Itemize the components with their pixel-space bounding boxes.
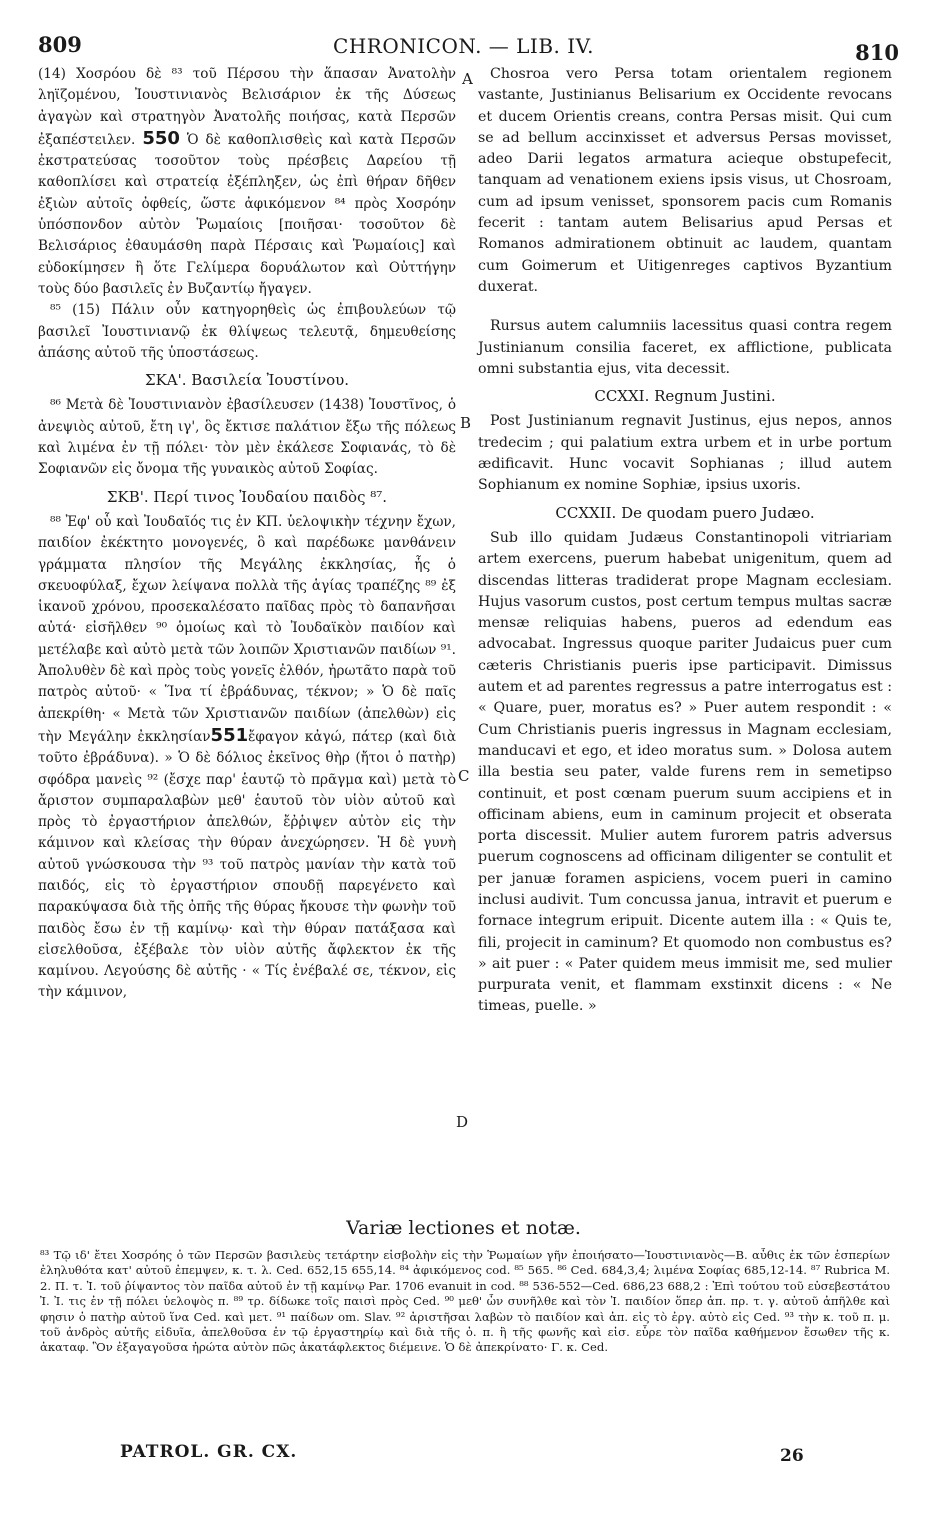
notes-block [40,1248,890,1356]
latin-section-heading: CCXXI. Regnum Justini. [594,387,776,406]
greek-text: (14) Χοσρόου δὲ ⁸³ τοῦ Πέρσου τὴν ἅπασαν Ἀνατολὴν ληϊζομένου, Ἰουστινιανὸς Βελισάριον ἐκ τῆς Δύσεως ἀγαγὼν καὶ στρατηγὸν Ἀνατολῆς ποιήσας, κατὰ Περσῶν ἐξαπέστειλεν. [38,66,456,148]
page-footer [0,1442,927,1472]
page-number-right: 810 [855,40,899,65]
greek-text: Ὁ δὲ καθοπλισθεὶς καὶ κατὰ Περσῶν ἐκστρατεύσας τοσοῦτον τοὺς πρέσβεις Δαρείου τῇ καθοπλίσει καὶ στρατείᾳ ἐξέπληξεν, ὡς ἐπὶ θήραν δῆθεν ἐξιὼν αὐτοῖς ὀφθείς, ὥστε ἀφικόμενον ⁸⁴ πρὸς Χοσρόην ὑπόσπονδον αὐτὸν Ῥωμαίοις [ποιῆσαι· τοσοῦτον δὲ Βελισάριος ἐθαυμάσθη παρὰ Πέρσαις καὶ Ῥωμαίοις] καὶ εὐδοκίμησεν ἢ ὅτε Γελίμερα δορυάλωτον καὶ Οὐττήγην τοὺς δύο βασιλεῖς ἐν Βυζαντίῳ ἤγαγεν. [38,131,456,297]
greek-column [38,64,456,1004]
notes-heading: Variæ lectiones et notæ. [346,1217,581,1239]
column-number-551: 551 [210,724,249,746]
greek-paragraph: ⁸⁶ Μετὰ δὲ Ἰουστινιανὸν ἐβασίλευσεν (1438) Ἰουστῖνος, ὁ ἀνεψιὸς αὐτοῦ, ἔτη ιγ', ὃς ἔκτισε παλάτιον ἔξω τῆς πόλεως καὶ λιμένα ἐν τῇ πόλει· τὸν μὲν ἐκάλεσε Σοφιανάς, τὸ δὲ Σοφιανῶν εἰς ὄνομα τῆς γυναικὸς αὐτοῦ Σοφίας. [38,397,456,478]
greek-paragraph: ⁸⁵ (15) Πάλιν οὖν κατηγορηθεὶς ὡς ἐπιβουλεύων τῷ βασιλεῖ Ἰουστινιανῷ ἐκ θλίψεως τελευτᾷ, δημευθείσης ἁπάσης αὐτοῦ τῆς ὑποστάσεως. [38,302,456,361]
margin-letter-c: C [458,767,470,785]
margin-letter-d: D [456,1113,469,1131]
page-number-left: 809 [38,32,82,57]
notes-text: ⁸³ Τῷ ιδ' ἔτει Χοσρόης ὁ τῶν Περσῶν βασιλεὺς τετάρτην εἰσβολὴν εἰς τὴν Ῥωμαίων γῆν ἐποιήσατο—Ἰουστινιανὸς—Β. αὖθις ἐκ τῶν ἑσπερίων ἐληλυθότα κατ' αὐτοῦ ἐπεμψεν, κ. τ. λ. Ced. 652,15 655,14. ⁸⁴ ἀφικόμενος cod. ⁸⁵ 565. ⁸⁶ Ced. 684,3,4; λιμένα Σοφίας 685,12-14. ⁸⁷ Rubrica M. 2. Π. τ. Ἰ. τοῦ ῥίψαντος τὸν παῖδα αὐτοῦ ἐν τῇ καμίνῳ Par. 1706 evanuit in cod. ⁸⁸ 536-552—Ced. 686,23 688,2 : Ἐπὶ τούτου τοῦ εὐσεβεστάτου Ἰ. Ἰ. τις ἐν τῇ πόλει ὑελοψὸς π. ⁸⁹ τρ. δίδωκε τοῖς παισὶ πρὸς Ced. ⁹⁰ μεθ' ὧν συνῆλθε καὶ τὸν Ἰ. παιδίον ὅπερ ἀπ. πρ. τ. γ. αὐτοῦ ἀπῆλθε καὶ φησιν ὁ πατὴρ αὐτοῦ ἵνα Ced. καὶ μετ. ⁹¹ παίδων om. Slav. ⁹² ἀριστῆσαι λαβὼν τὸ παιδίον καὶ ἀπ. εἰς τὸ ἐργ. αὐτὸ εἰς Ced. ⁹³ τὴν κ. τοῦ π. μ. τοῦ ἀνδρὸς αὐτῆς εἰδυῖα, ἀπελθοῦσα ἐν τῷ ἐργαστηρίῳ καὶ διὰ τῆς ὀ. π. ἢ τῆς φωνῆς καὶ εἰσ. εὗρε τὸν παῖδα καθήμενον ἔσωθεν τῆς κ. ἀκαταφ. Ὃν ἐξαγαγοῦσα ἠρώτα αὐτὸν πῶς ἀκατάφλεκτος διέμεινε. Ὁ δὲ ἀπεκρίνατο· Γ. κ. Ced. [40,1248,890,1355]
margin-letter-b: B [460,414,472,432]
column-number-550: 550 [142,127,180,149]
page-header [0,30,927,66]
signature-number: 26 [780,1446,804,1466]
greek-section-heading: ΣΚΑ'. Βασιλεία Ἰουστίνου. [144,371,350,390]
greek-text: ⁸⁸ Ἐφ' οὗ καὶ Ἰουδαῖός τις ἐν ΚΠ. ὑελοψικὴν τέχνην ἔχων, παιδίον ἐκέκτητο μονογενές, ὃ καὶ παρέδωκε μανθάνειν γράμματα πλησίον τῆς Μεγάλης ἐκκλησίας, ἧς ὁ σκευοφύλαξ, ἔχων λείψανα πολλὰ τῆς ἁγίας τραπέζης ⁸⁹ ἐξ ἱκανοῦ χρόνου, προσεκαλέσατο παῖδας πρὸς τὸ δαπανῆσαι αὐτά· εἰσῆλθεν ⁹⁰ ὁμοίως καὶ τὸ Ἰουδαϊκὸν παιδίον καὶ μετέλαβε καὶ αὐτὸ μετὰ τῶν λοιπῶν Χριστιανῶν παιδίων ⁹¹. Ἀπολυθὲν δὲ καὶ πρὸς τοὺς γονεῖς ἐλθόν, ἠρωτᾶτο παρὰ τοῦ πατρὸς αὐτοῦ· « Ἵνα τί ἐβράδυνας, τέκνον; » Ὁ δὲ παῖς ἀπεκρίθη· « Μετὰ τῶν Χριστιανῶν παιδίων (ἀπελθὼν) εἰς τὴν Μεγάλην ἐκκλησίαν [38,513,456,745]
running-title: CHRONICON. — LIB. IV. [333,34,594,58]
latin-paragraph: Rursus autem calumniis lacessitus quasi contra regem Justinianum consilia faceret, ex afflictione, publicata omni substantia ejus, vita decessit. [478,318,892,377]
greek-paragraph [38,512,456,1004]
latin-paragraph: Post Justinianum regnavit Justinus, ejus nepos, annos tredecim ; qui palatium extra urbem et in urbe portum ædificavit. Hunc vocavit Sophianas ; illud autem Sophianum ex nomine Sophiæ, ipsius uxoris. [478,413,892,494]
latin-section-heading: CCXXII. De quodam puero Judæo. [555,503,815,522]
greek-section-heading: ΣΚΒ'. Περί τινος Ἰουδαίου παιδὸς ⁸⁷. [106,487,388,506]
margin-letter-a: A [462,70,473,88]
latin-paragraph: Sub illo quidam Judæus Constantinopoli vitriariam artem exercens, puerum habebat unigenitum, quem ad discendas litteras tradiderat prope Magnam ecclesiam. Hujus vasorum custos, post certum tempus multas sacræ mensæ reliquias habens, pueros ad edendum eas advocabat. Ingressus quoque pariter Judaicus puer cum cæteris Christianis pueris ipse participavit. Dimissus autem et ad parentes regressus a patre interrogatus est : « Quare, puer, moratus es? » Puer autem respondit : « Cum Christianis pueris ingressus in Magnam ecclesiam, manducavi et ego, et ideo moratus sum. » Dolosa autem illa bestia seu pater, valde furens rem in semetipso continuit, et post cœnam puerum suum accipiens et in officinam abiens, eum in caminum projecit et obserata porta discessit. Mulier autem furorem patris adversus puerum cognoscens ad officinam diligenter se contulit et per januæ foramen aspiciens, vocem pueri in camino inclusi audivit. Tum concussa janua, intravit et puerum e fornace integrum eripuit. Dicente autem illa : « Quis te, fili, projecit in caminum? Et quomodo non combustus es? » ait puer : « Pater quidem meus immisit me, sed mulier purpurata venit, et flammam exstinxit dicens : « Ne timeas, puelle. » [478,529,892,1015]
latin-column [478,64,892,1018]
greek-paragraph [38,64,456,300]
greek-text: ἔφαγον κἀγώ, πάτερ (καὶ διὰ τοῦτο ἐβράδυνα). » Ὁ δὲ δόλιος ἐκεῖνος θὴρ (ἤτοι ὁ πατὴρ) σφόδρα μανεὶς ⁹² (ἔσχε παρ' ἑαυτῷ τὸ πρᾶγμα καὶ) μετὰ τὸ ἄριστον συμπαραλαβὼν μεθ' ἑαυτοῦ τὸν υἱὸν αὐτοῦ καὶ πρὸς τὸ ἐργαστήριον ἀπελθών, ἔῤῥιψεν αὐτὸν εἰς τὴν κάμινον καὶ κλείσας τὴν θύραν ἀνεχώρησεν. Ἡ δὲ γυνὴ αὐτοῦ γνώσκουσα τὴν ⁹³ τοῦ πατρὸς μανίαν τὴν κατὰ τοῦ παιδός, εἰς τὸ ἐργαστήριον σπουδῇ παρεγένετο καὶ παρακύψασα διὰ τῆς ὀπῆς τῆς θύρας ἤκουσε τὴν φωνὴν τοῦ παιδὸς ἔσω ἐν τῇ καμίνῳ· καὶ τὴν θύραν πατάξασα καὶ εἰσελθοῦσα, ἐξέβαλε τὸν υἱὸν αὐτῆς ἄφλεκτον ἐκ τῆς καμίνου. Λεγούσης δὲ αὐτῆς · « Τίς ἐνέβαλέ σε, τέκνον, εἰς τὴν κάμινον, [38,728,456,1001]
series-label: PATROL. GR. CX. [120,1442,298,1462]
latin-paragraph: Chosroa vero Persa totam orientalem regionem vastante, Justinianus Belisarium ex Occidente revocans et ducem Orientis creans, contra Persas misit. Qui cum se ad bellum accinxisset et adversus Persas movisset, adeo Darii legatos armatura acieque obstupefecit, tanquam ad venationem exiens ipsis visus, ut Chosroam, cum ad ipsum venisset, sponsorem pacis cum Romanis fecerit : tantam autem Belisarius apud Persas et Romanos admirationem obtinuit ac laudem, quantam cum Goimerum et Uitigenreges captivos Byzantium duxerat. [478,66,892,295]
